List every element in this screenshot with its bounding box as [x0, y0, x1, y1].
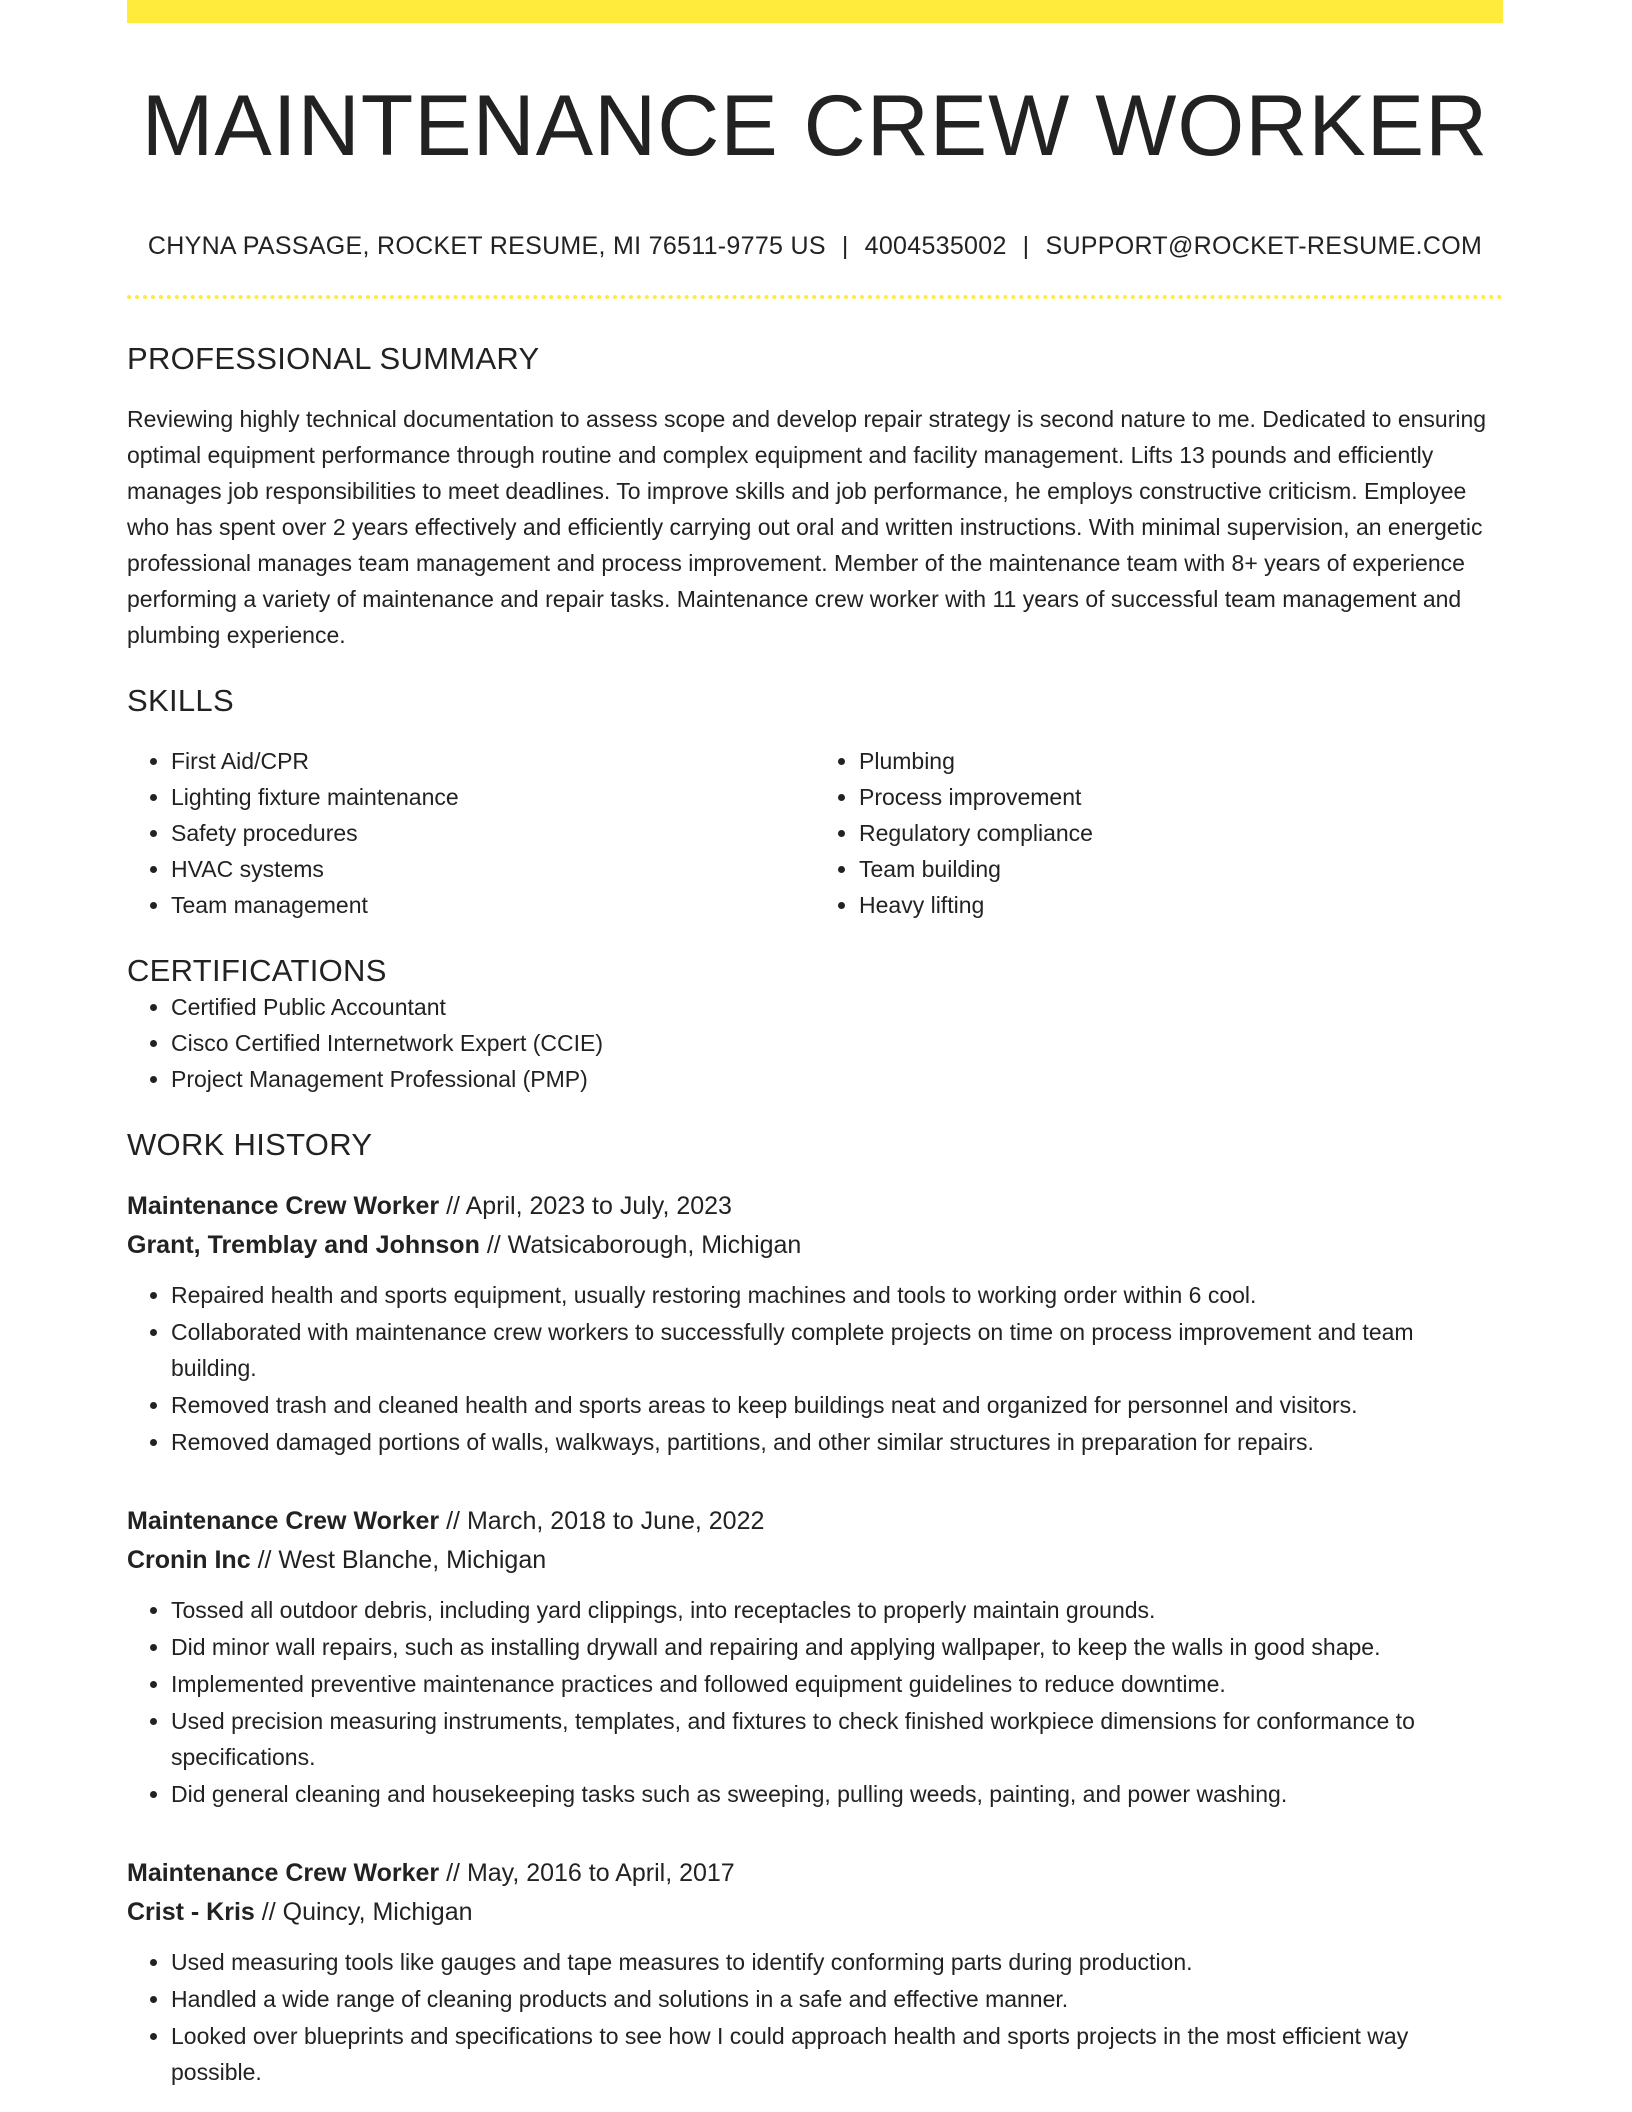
job-role-line [127, 1187, 1503, 1226]
skill-item: • HVAC systems [171, 851, 815, 887]
skill-item: • Heavy lifting [859, 887, 1503, 923]
job-bullets [127, 1277, 1503, 1460]
job-location: West Blanche, Michigan [278, 1546, 547, 1574]
skill-item: • Safety procedures [171, 815, 815, 851]
job-company-line [127, 1893, 1503, 1932]
job-bullets [127, 1944, 1503, 2090]
job-bullet: • Removed trash and cleaned health and sports areas to keep buildings neat and organized for personnel and visitors. [171, 1387, 1503, 1423]
contact-line [127, 231, 1503, 261]
skills-list-left [127, 743, 815, 923]
job-role: Maintenance Crew Worker [127, 1507, 440, 1535]
job-bullet: • Handled a wide range of cleaning products and solutions in a safe and effective manner. [171, 1981, 1503, 2017]
skills-heading: SKILLS [127, 683, 234, 718]
job-separator: // [446, 1507, 460, 1535]
job-role-line [127, 1502, 1503, 1541]
job-dates: April, 2023 to July, 2023 [465, 1192, 732, 1220]
job-company-line [127, 1226, 1503, 1265]
job-dates: May, 2016 to April, 2017 [466, 1859, 735, 1887]
job-role: Maintenance Crew Worker [127, 1859, 440, 1887]
job-entry [127, 1854, 1503, 2090]
job-company: Grant, Tremblay and Johnson [127, 1231, 480, 1259]
job-separator: // [446, 1192, 460, 1220]
certification-item: • Certified Public Accountant [171, 989, 1503, 1025]
job-bullet: • Used precision measuring instruments, templates, and fixtures to check finished workpiece dimensions for conformance to specifications. [171, 1703, 1503, 1775]
certifications-list [127, 989, 1503, 1097]
certifications-heading: CERTIFICATIONS [127, 953, 387, 988]
contact-separator: | [841, 232, 849, 260]
certification-item: • Project Management Professional (PMP) [171, 1061, 1503, 1097]
resume-page [127, 0, 1503, 2091]
skill-item: • First Aid/CPR [171, 743, 815, 779]
job-location: Quincy, Michigan [282, 1898, 473, 1926]
job-separator: // [261, 1898, 276, 1926]
skill-item: • Regulatory compliance [859, 815, 1503, 851]
job-company: Cronin Inc [127, 1546, 251, 1574]
job-company: Crist - Kris [127, 1898, 255, 1926]
job-bullet: • Implemented preventive maintenance practices and followed equipment guidelines to reduce downtime. [171, 1666, 1503, 1702]
job-role: Maintenance Crew Worker [127, 1192, 440, 1220]
job-bullet: • Did general cleaning and housekeeping tasks such as sweeping, pulling weeds, painting, and power washing. [171, 1776, 1503, 1812]
skill-item: • Lighting fixture maintenance [171, 779, 815, 815]
contact-address: CHYNA PASSAGE, ROCKET RESUME, MI 76511-9775 US [147, 232, 826, 260]
job-bullets [127, 1592, 1503, 1812]
job-bullet: • Used measuring tools like gauges and tape measures to identify conforming parts during production. [171, 1944, 1503, 1980]
job-bullet: • Tossed all outdoor debris, including yard clippings, into receptacles to properly maintain grounds. [171, 1592, 1503, 1628]
job-bullet: • Looked over blueprints and specifications to see how I could approach health and sports projects in the most efficient way possible. [171, 2018, 1503, 2090]
top-accent-bar [127, 0, 1503, 23]
skill-item: • Team management [171, 887, 815, 923]
resume-title: MAINTENANCE CREW WORKER [141, 78, 1489, 174]
job-entry [127, 1187, 1503, 1460]
contact-phone: 4004535002 [864, 232, 1007, 260]
skills-list-right [815, 743, 1503, 923]
job-bullet: • Collaborated with maintenance crew workers to successfully complete projects on time on process improvement and team building. [171, 1314, 1503, 1386]
job-location: Watsicaborough, Michigan [507, 1231, 802, 1259]
certification-item: • Cisco Certified Internetwork Expert (CCIE) [171, 1025, 1503, 1061]
summary-heading: PROFESSIONAL SUMMARY [127, 341, 540, 376]
skill-item: • Plumbing [859, 743, 1503, 779]
contact-separator: | [1022, 232, 1030, 260]
job-role-line [127, 1854, 1503, 1893]
job-entry [127, 1502, 1503, 1812]
work-history-heading: WORK HISTORY [127, 1127, 373, 1162]
job-separator: // [446, 1859, 460, 1887]
contact-email: SUPPORT@ROCKET-RESUME.COM [1045, 232, 1483, 260]
job-bullet: • Removed damaged portions of walls, walkways, partitions, and other similar structures in preparation for repairs. [171, 1424, 1503, 1460]
job-bullet: • Repaired health and sports equipment, usually restoring machines and tools to working order within 6 cool. [171, 1277, 1503, 1313]
job-separator: // [486, 1231, 501, 1259]
dotted-divider [127, 295, 1503, 299]
job-company-line [127, 1541, 1503, 1580]
skill-item: • Process improvement [859, 779, 1503, 815]
skills-columns [127, 743, 1503, 923]
skill-item: • Team building [859, 851, 1503, 887]
job-bullet: • Did minor wall repairs, such as installing drywall and repairing and applying wallpaper, to keep the walls in good shape. [171, 1629, 1503, 1665]
job-dates: March, 2018 to June, 2022 [466, 1507, 765, 1535]
job-separator: // [257, 1546, 272, 1574]
summary-text: Reviewing highly technical documentation to assess scope and develop repair strategy is second nature to me. Dedicated to ensuring optimal equipment performance through routine and complex equipment and facility management. Lifts 13 pounds and efficiently manages job responsibilities to meet deadlines. To improve skills and job performance, he employs constructive criticism. Employee who has spent over 2 years effectively and efficiently carrying out oral and written instructions. With minimal supervision, an energetic professional manages team management and process improvement. Member of the maintenance team with 8+ years of experience performing a variety of maintenance and repair tasks. Maintenance crew worker with 11 years of successful team management and plumbing experience. [127, 406, 1487, 648]
